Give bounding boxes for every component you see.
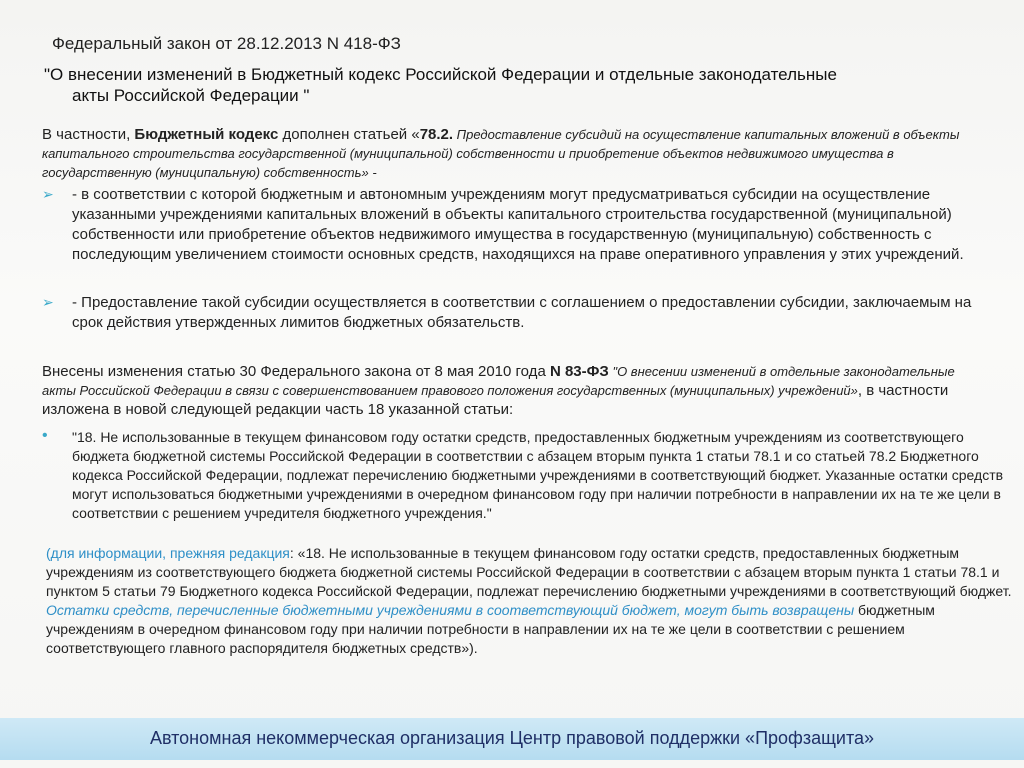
paragraph-83fz — [42, 362, 977, 419]
p2-italic: "О внесении изменений в отдельные законодательные акты Российской Федерации в связи с совершенствованием правового положения государственных (муниципальных) учреждений» — [42, 364, 955, 398]
law-title: Федеральный закон от 28.12.2013 N 418-ФЗ — [52, 34, 401, 53]
p1-italic: Предоставление субсидий на осуществление капитальных вложений в объекты капитального строительства государственной (муниципальной) собственности и приобретение объектов недвижимого имущества в государственную (муниципальную) собственность» - — [42, 127, 960, 180]
arrow-bullet-icon: ➢ — [42, 186, 54, 202]
bullet-text-1: - в соответствии с которой бюджетным и автономным учреждениям могут предусматриваться субсидии на осуществление указанными учреждениями капитальных вложений в объекты капитального строительства государственной (муниципальной) собственности или приобретение объектов недвижимого имущества в государственную (муниципальную) собственность с последующим увеличением стоимости основных средств, находящихся на праве оперативного управления у этих учреждений. — [72, 186, 964, 263]
law-subtitle-line2: акты Российской Федерации " — [72, 86, 310, 105]
p2-bold: N 83-ФЗ — [549, 363, 609, 380]
footer-bar — [0, 718, 1024, 760]
p3-a: : «18. Не использованные в текущем финансовом году остатки средств, предоставленных бюджетным учреждениям из соответствующего бюджета бюджетной системы Российской Федерации в соответствии с абзацем вторым пункта 1 статьи 78.1 и пунктом 5 статьи 79 Бюджетного кодекса Российской Федерации, подлежат перечислению бюджетными учреждениями в соответствующий бюджет. — [46, 545, 1012, 599]
paragraph-previous-version — [46, 544, 1016, 658]
p2-tail: , в частности изложена в новой следующей редакции часть 18 указанной статьи: — [42, 382, 949, 418]
arrow-bullet-icon: ➢ — [42, 294, 54, 310]
p3-blue: (для информации, прежняя редакция — [46, 545, 290, 561]
paragraph-budget-code — [42, 125, 992, 182]
footer-text: Автономная некоммерческая организация Центр правовой поддержки «Профзащита» — [149, 728, 875, 748]
law-subtitle — [44, 64, 1022, 106]
law-subtitle-line1: "О внесении изменений в Бюджетный кодекс Российской Федерации и отдельные законодательные — [44, 65, 837, 84]
p2-lead: Внесены изменения статью 30 Федерального закона от 8 мая 2010 года — [42, 363, 550, 380]
dot-bullet-icon: • — [42, 427, 48, 444]
bullet-text-3: "18. Не использованные в текущем финансовом году остатки средств, предоставленных бюджетным учреждениям из соответствующего бюджета бюджетной системы Российской Федерации в соответствии с абзацем вторым пункта 1 статьи 78.1 и со статьей 78.2 Бюджетного кодекса Российской Федерации, подлежат перечислению бюджетными учреждениями в соответствующий бюджет. Указанные остатки средств могут использоваться бюджетными учреждениями в очередном финансовом году при наличии потребности в направлении их на те же цели в соответствии с решением учредителя бюджетного учреждения." — [72, 429, 1004, 521]
p1-article: 78.2. — [419, 126, 454, 143]
p3-b: бюджетным учреждениям в очередном финансовом году при наличии потребности в направлении их на те же цели в соответствии с решением соответствующего главного распорядителя бюджетных средств»). — [46, 602, 935, 656]
p1-lead: В частности, — [42, 126, 135, 143]
p1-bold: Бюджетный кодекс — [134, 126, 279, 143]
bullet-text-2: - Предоставление такой субсидии осуществляется в соответствии с соглашением о предоставлении субсидии, заключаемым на срок действия утвержденных лимитов бюджетных обязательств. — [72, 294, 972, 331]
p1-mid: дополнен статьей « — [278, 126, 420, 143]
p3-blue-italic: Остатки средств, перечисленные бюджетными учреждениями в соответствующий бюджет, могут быть возвращены — [46, 602, 855, 618]
